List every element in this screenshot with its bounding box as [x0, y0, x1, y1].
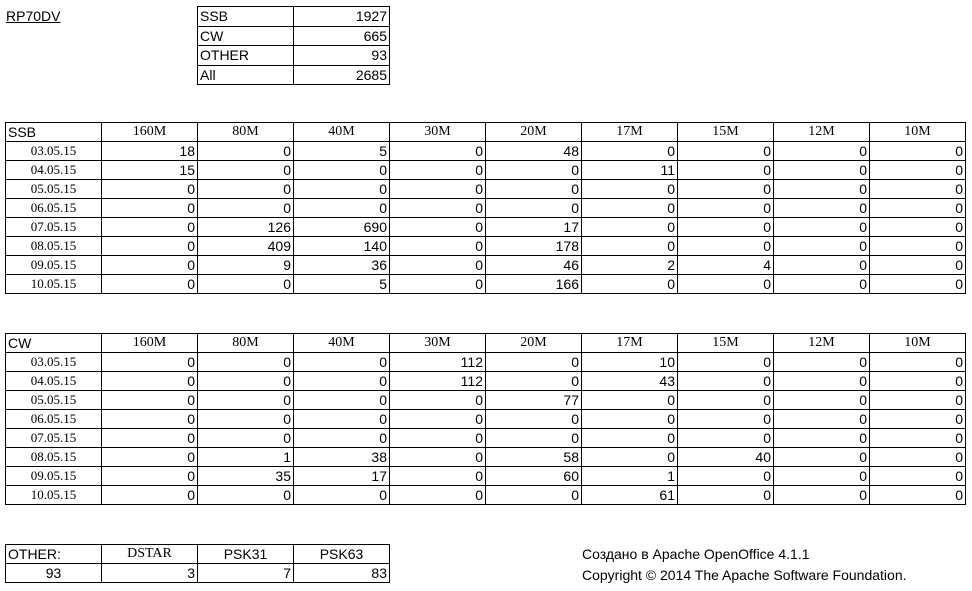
count-cell: 0: [678, 161, 774, 180]
table-row: [6, 237, 966, 256]
other-value-row: [6, 564, 390, 583]
credit-line-created: Создано в Apache OpenOffice 4.1.1: [582, 546, 810, 562]
count-cell: 0: [870, 486, 966, 505]
band-header: 30M: [390, 334, 486, 353]
count-cell: 46: [486, 256, 582, 275]
other-total: 93: [6, 564, 102, 583]
count-cell: 15: [102, 161, 198, 180]
count-cell: 0: [102, 199, 198, 218]
summary-row-cw: [198, 26, 390, 46]
count-cell: 11: [582, 161, 678, 180]
count-cell: 0: [774, 467, 870, 486]
count-cell: 17: [294, 467, 390, 486]
count-cell: 5: [294, 142, 390, 161]
count-cell: 0: [102, 467, 198, 486]
count-cell: 0: [390, 275, 486, 294]
count-cell: 0: [390, 486, 486, 505]
count-cell: 60: [486, 467, 582, 486]
summary-table: [197, 6, 390, 85]
cw-label: CW: [6, 334, 102, 353]
count-cell: 409: [198, 237, 294, 256]
count-cell: 0: [390, 161, 486, 180]
other-table: [5, 544, 390, 583]
count-cell: 0: [486, 486, 582, 505]
summary-row-all: [198, 65, 390, 85]
date-cell: 04.05.15: [6, 372, 102, 391]
count-cell: 5: [294, 275, 390, 294]
table-row: [6, 199, 966, 218]
other-label: OTHER:: [6, 545, 102, 564]
table-row: [6, 391, 966, 410]
count-cell: 0: [582, 448, 678, 467]
count-cell: 0: [198, 161, 294, 180]
count-cell: 0: [582, 199, 678, 218]
count-cell: 0: [678, 391, 774, 410]
summary-row-ssb: [198, 7, 390, 27]
count-cell: 0: [390, 180, 486, 199]
count-cell: 0: [102, 180, 198, 199]
count-cell: 0: [390, 142, 486, 161]
count-cell: 0: [678, 429, 774, 448]
count-cell: 0: [774, 372, 870, 391]
summary-label: OTHER: [198, 46, 294, 66]
mode-header: PSK31: [198, 545, 294, 564]
count-cell: 2: [582, 256, 678, 275]
mode-value: 7: [198, 564, 294, 583]
summary-value: 2685: [294, 65, 390, 85]
band-header: 160M: [102, 123, 198, 142]
summary-value: 665: [294, 26, 390, 46]
count-cell: 0: [102, 256, 198, 275]
count-cell: 0: [774, 237, 870, 256]
count-cell: 0: [198, 372, 294, 391]
count-cell: 0: [870, 275, 966, 294]
date-cell: 08.05.15: [6, 448, 102, 467]
count-cell: 0: [102, 218, 198, 237]
count-cell: 0: [102, 486, 198, 505]
mode-header: DSTAR: [102, 545, 198, 564]
count-cell: 0: [390, 237, 486, 256]
count-cell: 9: [198, 256, 294, 275]
count-cell: 18: [102, 142, 198, 161]
count-cell: 0: [582, 275, 678, 294]
count-cell: 0: [582, 180, 678, 199]
table-row: [6, 256, 966, 275]
summary-value: 93: [294, 46, 390, 66]
count-cell: 0: [486, 180, 582, 199]
count-cell: 690: [294, 218, 390, 237]
count-cell: 40: [678, 448, 774, 467]
date-cell: 03.05.15: [6, 142, 102, 161]
count-cell: 0: [774, 391, 870, 410]
summary-label: SSB: [198, 7, 294, 27]
count-cell: 61: [582, 486, 678, 505]
count-cell: 0: [102, 410, 198, 429]
count-cell: 166: [486, 275, 582, 294]
count-cell: 0: [870, 218, 966, 237]
count-cell: 35: [198, 467, 294, 486]
band-header: 30M: [390, 123, 486, 142]
date-cell: 08.05.15: [6, 237, 102, 256]
mode-header: PSK63: [294, 545, 390, 564]
count-cell: 0: [390, 429, 486, 448]
table-row: [6, 353, 966, 372]
count-cell: 0: [774, 486, 870, 505]
count-cell: 0: [678, 372, 774, 391]
count-cell: 0: [198, 142, 294, 161]
band-header: 80M: [198, 123, 294, 142]
count-cell: 126: [198, 218, 294, 237]
band-header: 160M: [102, 334, 198, 353]
count-cell: 1: [198, 448, 294, 467]
date-cell: 06.05.15: [6, 410, 102, 429]
date-cell: 05.05.15: [6, 180, 102, 199]
summary-label: All: [198, 65, 294, 85]
count-cell: 0: [774, 256, 870, 275]
date-cell: 06.05.15: [6, 199, 102, 218]
count-cell: 0: [870, 180, 966, 199]
count-cell: 0: [870, 256, 966, 275]
count-cell: 0: [774, 275, 870, 294]
count-cell: 0: [870, 467, 966, 486]
count-cell: 0: [582, 410, 678, 429]
cw-table: [5, 333, 966, 505]
count-cell: 0: [294, 180, 390, 199]
count-cell: 0: [198, 275, 294, 294]
count-cell: 0: [582, 218, 678, 237]
band-header: 10M: [870, 334, 966, 353]
count-cell: 4: [678, 256, 774, 275]
count-cell: 0: [102, 391, 198, 410]
date-cell: 07.05.15: [6, 218, 102, 237]
count-cell: 112: [390, 353, 486, 372]
table-row: [6, 429, 966, 448]
table-row: [6, 467, 966, 486]
table-row: [6, 372, 966, 391]
count-cell: 0: [582, 237, 678, 256]
date-cell: 07.05.15: [6, 429, 102, 448]
date-cell: 03.05.15: [6, 353, 102, 372]
count-cell: 0: [390, 410, 486, 429]
credit-line-copyright: Copyright © 2014 The Apache Software Foundation.: [582, 567, 907, 583]
count-cell: 0: [870, 161, 966, 180]
count-cell: 0: [870, 391, 966, 410]
ssb-header-row: [6, 123, 966, 142]
count-cell: 0: [198, 353, 294, 372]
count-cell: 0: [678, 486, 774, 505]
count-cell: 0: [102, 448, 198, 467]
count-cell: 178: [486, 237, 582, 256]
count-cell: 0: [870, 429, 966, 448]
band-header: 20M: [486, 334, 582, 353]
count-cell: 48: [486, 142, 582, 161]
band-header: 17M: [582, 334, 678, 353]
band-header: 80M: [198, 334, 294, 353]
count-cell: 0: [870, 448, 966, 467]
count-cell: 0: [102, 429, 198, 448]
count-cell: 0: [774, 161, 870, 180]
count-cell: 0: [774, 218, 870, 237]
count-cell: 140: [294, 237, 390, 256]
table-row: [6, 410, 966, 429]
count-cell: 0: [870, 372, 966, 391]
count-cell: 0: [678, 353, 774, 372]
count-cell: 0: [294, 410, 390, 429]
count-cell: 0: [198, 410, 294, 429]
count-cell: 0: [198, 486, 294, 505]
band-header: 40M: [294, 123, 390, 142]
count-cell: 0: [486, 372, 582, 391]
band-header: 12M: [774, 334, 870, 353]
count-cell: 0: [678, 237, 774, 256]
count-cell: 0: [102, 372, 198, 391]
count-cell: 0: [870, 353, 966, 372]
count-cell: 0: [870, 410, 966, 429]
count-cell: 0: [870, 199, 966, 218]
band-header: 10M: [870, 123, 966, 142]
date-cell: 09.05.15: [6, 467, 102, 486]
band-header: 40M: [294, 334, 390, 353]
count-cell: 43: [582, 372, 678, 391]
count-cell: 0: [678, 410, 774, 429]
table-row: [6, 180, 966, 199]
count-cell: 0: [198, 429, 294, 448]
count-cell: 0: [678, 275, 774, 294]
table-row: [6, 142, 966, 161]
callsign-title: RP70DV: [6, 8, 61, 24]
count-cell: 0: [102, 237, 198, 256]
ssb-table: [5, 122, 966, 294]
count-cell: 0: [198, 199, 294, 218]
count-cell: 0: [774, 142, 870, 161]
count-cell: 0: [102, 275, 198, 294]
band-header: 15M: [678, 334, 774, 353]
count-cell: 0: [774, 199, 870, 218]
ssb-label: SSB: [6, 123, 102, 142]
summary-value: 1927: [294, 7, 390, 27]
table-row: [6, 161, 966, 180]
band-header: 20M: [486, 123, 582, 142]
mode-value: 3: [102, 564, 198, 583]
count-cell: 112: [390, 372, 486, 391]
count-cell: 0: [870, 237, 966, 256]
count-cell: 0: [678, 218, 774, 237]
count-cell: 0: [486, 353, 582, 372]
count-cell: 0: [486, 429, 582, 448]
count-cell: 0: [486, 410, 582, 429]
count-cell: 0: [390, 256, 486, 275]
count-cell: 0: [294, 353, 390, 372]
date-cell: 04.05.15: [6, 161, 102, 180]
band-header: 17M: [582, 123, 678, 142]
band-header: 12M: [774, 123, 870, 142]
count-cell: 0: [294, 372, 390, 391]
count-cell: 0: [774, 353, 870, 372]
count-cell: 0: [294, 161, 390, 180]
other-header-row: [6, 545, 390, 564]
count-cell: 0: [774, 448, 870, 467]
table-row: [6, 275, 966, 294]
count-cell: 0: [198, 180, 294, 199]
count-cell: 1: [582, 467, 678, 486]
count-cell: 10: [582, 353, 678, 372]
count-cell: 0: [678, 180, 774, 199]
count-cell: 0: [390, 199, 486, 218]
count-cell: 0: [678, 199, 774, 218]
count-cell: 0: [582, 391, 678, 410]
count-cell: 36: [294, 256, 390, 275]
date-cell: 10.05.15: [6, 275, 102, 294]
cw-header-row: [6, 334, 966, 353]
mode-value: 83: [294, 564, 390, 583]
count-cell: 17: [486, 218, 582, 237]
count-cell: 0: [774, 429, 870, 448]
date-cell: 09.05.15: [6, 256, 102, 275]
table-row: [6, 218, 966, 237]
date-cell: 10.05.15: [6, 486, 102, 505]
count-cell: 58: [486, 448, 582, 467]
count-cell: 0: [294, 391, 390, 410]
summary-label: CW: [198, 26, 294, 46]
count-cell: 0: [294, 486, 390, 505]
count-cell: 0: [294, 199, 390, 218]
table-row: [6, 448, 966, 467]
count-cell: 0: [198, 391, 294, 410]
count-cell: 0: [678, 142, 774, 161]
count-cell: 0: [390, 218, 486, 237]
summary-row-other: [198, 46, 390, 66]
count-cell: 0: [582, 429, 678, 448]
count-cell: 0: [390, 391, 486, 410]
count-cell: 77: [486, 391, 582, 410]
count-cell: 0: [390, 467, 486, 486]
count-cell: 0: [774, 180, 870, 199]
count-cell: 0: [102, 353, 198, 372]
date-cell: 05.05.15: [6, 391, 102, 410]
count-cell: 0: [582, 142, 678, 161]
count-cell: 0: [294, 429, 390, 448]
count-cell: 0: [486, 161, 582, 180]
table-row: [6, 486, 966, 505]
count-cell: 38: [294, 448, 390, 467]
band-header: 15M: [678, 123, 774, 142]
count-cell: 0: [486, 199, 582, 218]
credit-footer: [582, 544, 907, 586]
count-cell: 0: [870, 142, 966, 161]
count-cell: 0: [390, 448, 486, 467]
count-cell: 0: [678, 467, 774, 486]
count-cell: 0: [774, 410, 870, 429]
